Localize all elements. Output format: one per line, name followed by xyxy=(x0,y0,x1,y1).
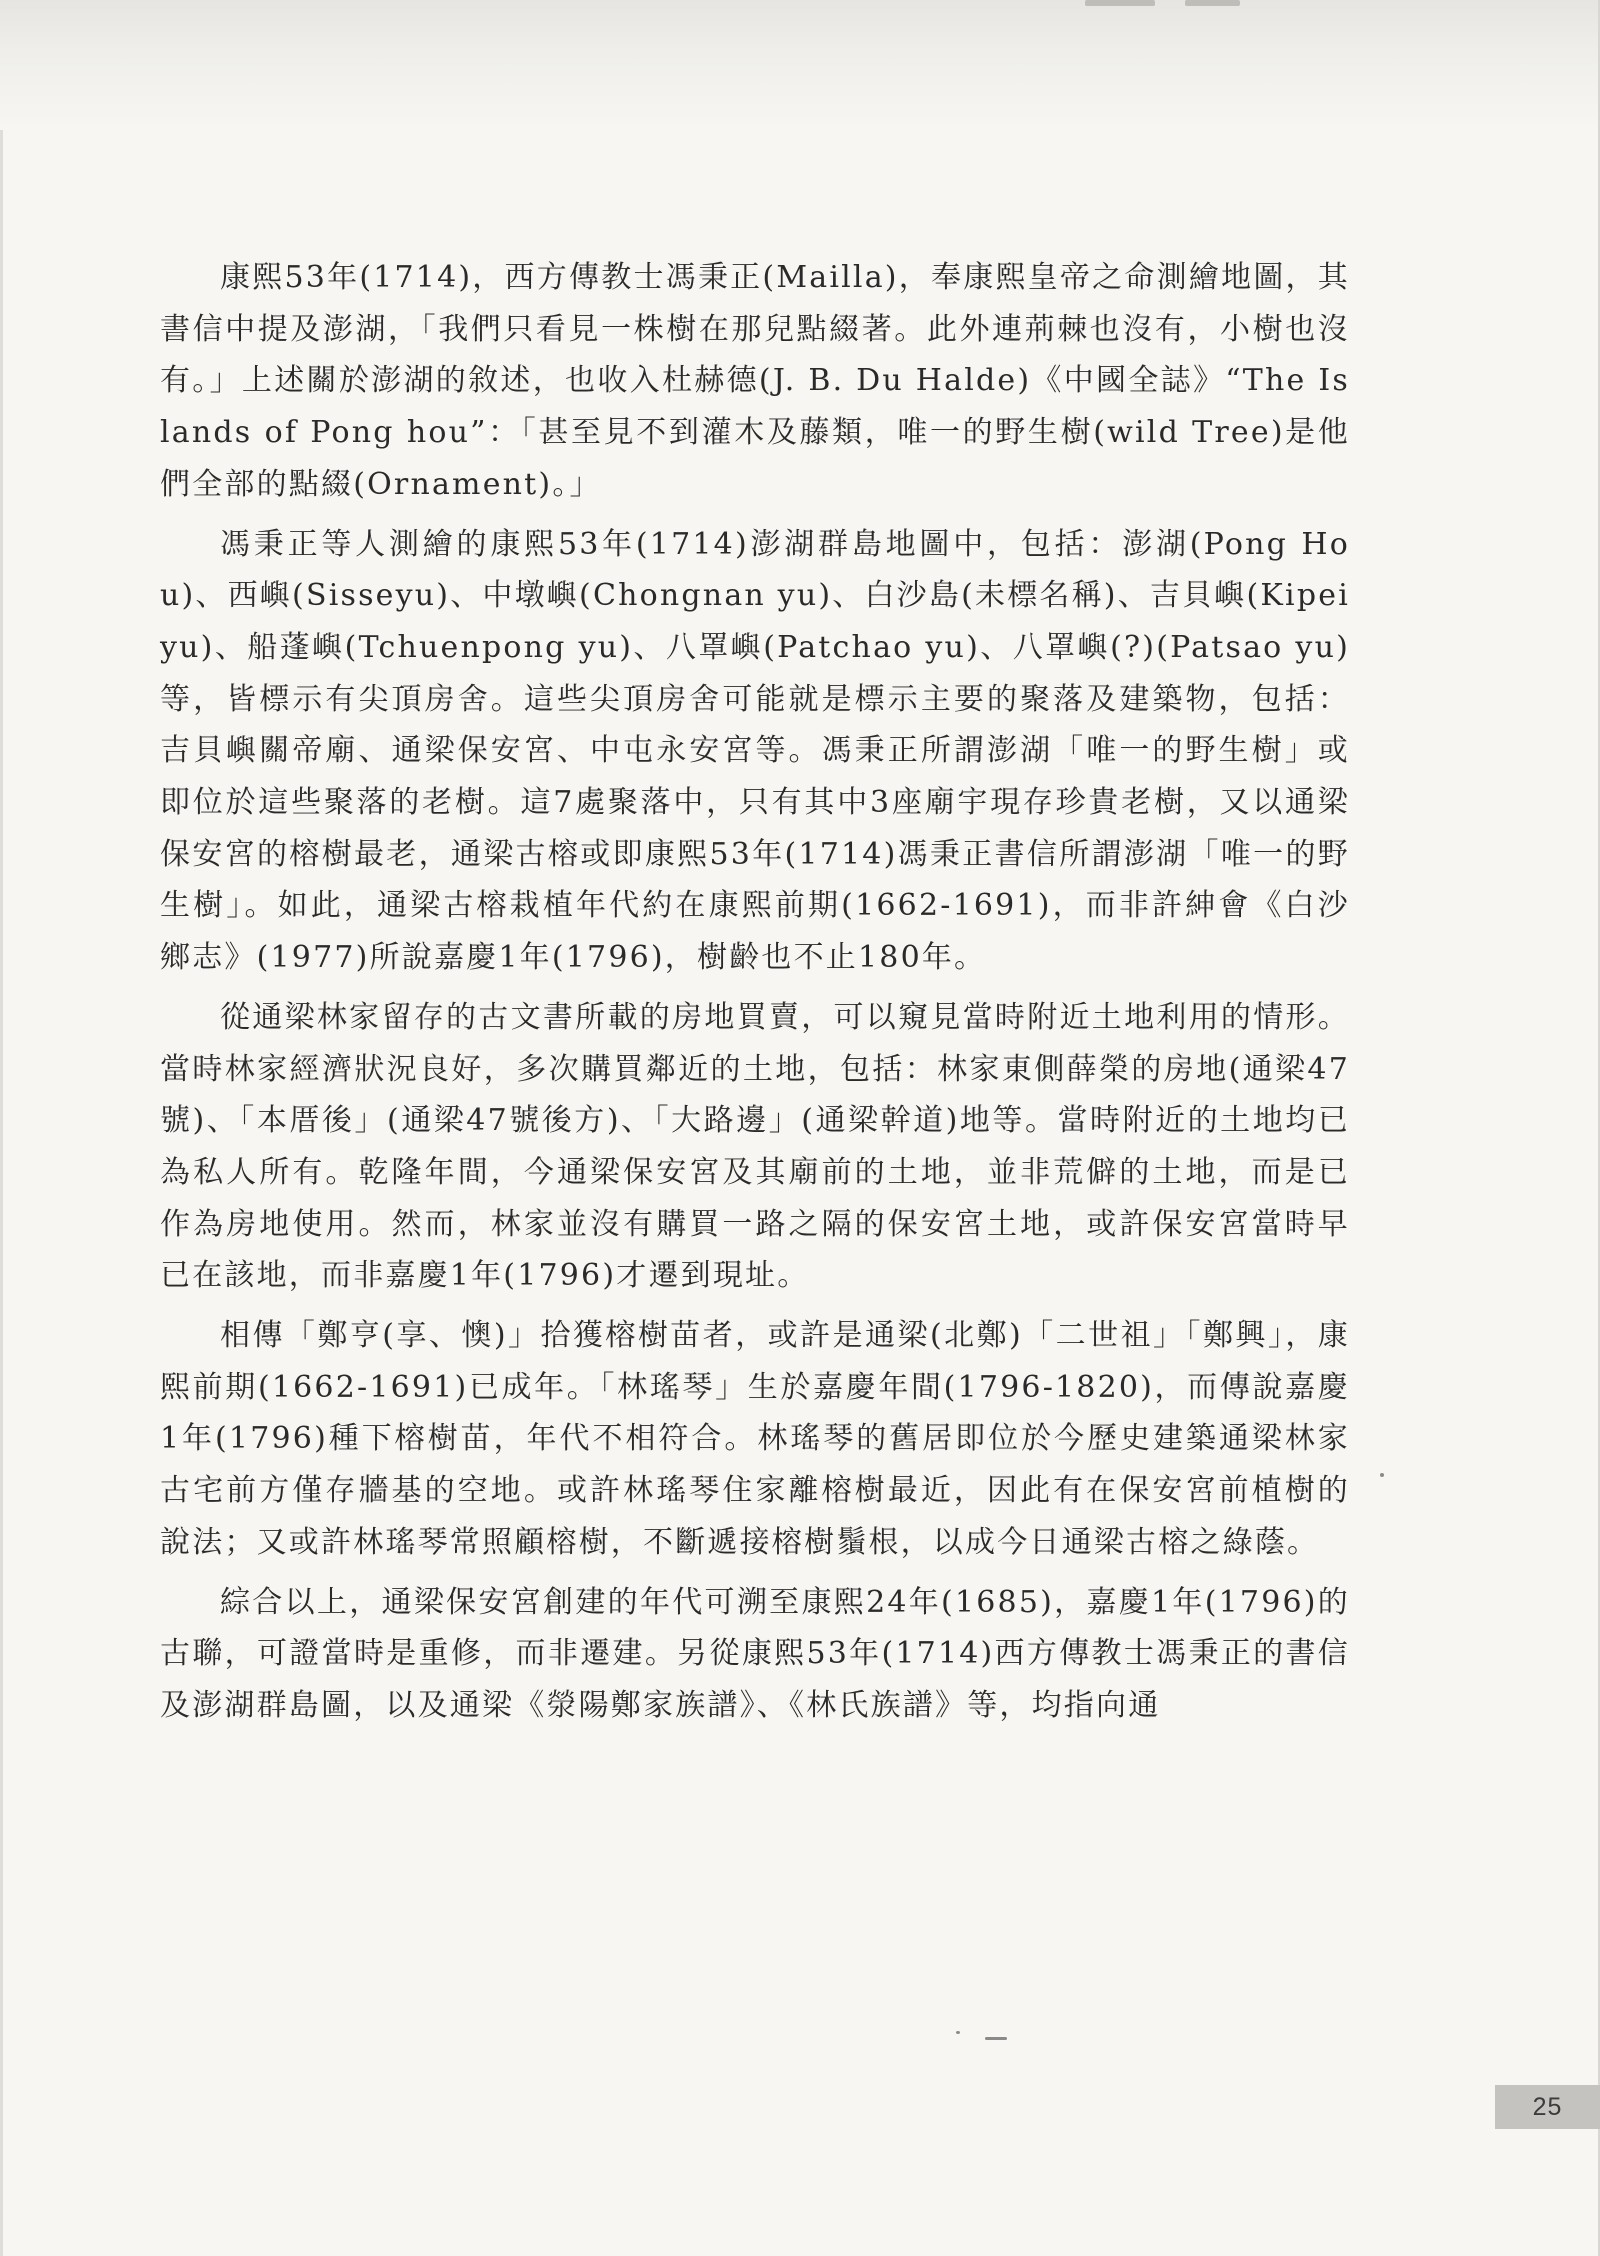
scan-speck xyxy=(1380,1473,1384,1477)
paragraph-3: 從通梁林家留存的古文書所載的房地買賣，可以窺見當時附近土地利用的情形。當時林家經濟狀況良好，多次購買鄰近的土地，包括：林家東側薛榮的房地(通梁47號)、「本厝後」(通梁47號後方)、「大路邊」(通梁幹道)地等。當時附近的土地均已為私人所有。乾隆年間，今通梁保安宮及其廟前的土地，並非荒僻的土地，而是已作為房地使用。然而，林家並沒有購買一路之隔的保安宮土地，或許保安宮當時早已在該地，而非嘉慶1年(1796)才遷到現址。 xyxy=(160,999,1350,1294)
scan-top-shadow xyxy=(0,0,1600,130)
paragraph-1: 康熙53年(1714)，西方傳教士馮秉正(Mailla)，奉康熙皇帝之命測繪地圖，其書信中提及澎湖，「我們只看見一株樹在那兒點綴著。此外連荊棘也沒有，小樹也沒有。」上述關於澎湖的敘述，也收入杜赫德(J. B. Du Halde)《中國全誌》“The Islands of Pong hou”：「甚至見不到灌木及藤類，唯一的野生樹(wild Tree)是他們全部的點綴(Ornament)。」 xyxy=(160,260,1350,502)
scan-speck xyxy=(956,2031,960,2034)
page-number: 25 xyxy=(1532,2092,1563,2121)
body-text xyxy=(160,252,1350,1732)
scan-speck xyxy=(985,2037,1007,2040)
paragraph-2: 馮秉正等人測繪的康熙53年(1714)澎湖群島地圖中，包括：澎湖(Pong Hou)、西嶼(Sisseyu)、中墩嶼(Chongnan yu)、白沙島(未標名稱)、吉貝嶼(Kipei yu)、船蓬嶼(Tchuenpong yu)、八罩嶼(Patchao yu)、八罩嶼(?)(Patsao yu)等，皆標示有尖頂房舍。這些尖頂房舍可能就是標示主要的聚落及建築物，包括：吉貝嶼關帝廟、通梁保安宮、中屯永安宮等。馮秉正所謂澎湖「唯一的野生樹」或即位於這些聚落的老樹。這7處聚落中，只有其中3座廟宇現存珍貴老樹，又以通梁保安宮的榕樹最老，通梁古榕或即康熙53年(1714)馮秉正書信所謂澎湖「唯一的野生樹」。如此，通梁古榕栽植年代約在康熙前期(1662-1691)，而非許紳會《白沙鄉志》(1977)所說嘉慶1年(1796)，樹齡也不止180年。 xyxy=(160,526,1350,976)
scan-mark-right xyxy=(1185,0,1240,6)
paragraph-4: 相傳「鄭亨(享、懊)」拾獲榕樹苗者，或許是通梁(北鄭)「二世祖」「鄭興」，康熙前期(1662-1691)已成年。「林瑤琴」生於嘉慶年間(1796-1820)，而傳說嘉慶1年(1796)種下榕樹苗，年代不相符合。林瑤琴的舊居即位於今歷史建築通梁林家古宅前方僅存牆基的空地。或許林瑤琴住家離榕樹最近，因此有在保安宮前植樹的說法；又或許林瑤琴常照顧榕樹，不斷遞接榕樹鬚根，以成今日通梁古榕之綠蔭。 xyxy=(160,1318,1350,1560)
scan-mark-left xyxy=(1085,0,1155,6)
paragraph-5: 綜合以上，通梁保安宮創建的年代可溯至康熙24年(1685)，嘉慶1年(1796)的古聯，可證當時是重修，而非遷建。另從康熙53年(1714)西方傳教士馮秉正的書信及澎湖群島圖，以及通梁《滎陽鄭家族譜》、《林氏族譜》等，均指向通 xyxy=(160,1584,1350,1723)
page-number-tab xyxy=(1495,2085,1600,2129)
page-left-edge xyxy=(0,0,3,2256)
